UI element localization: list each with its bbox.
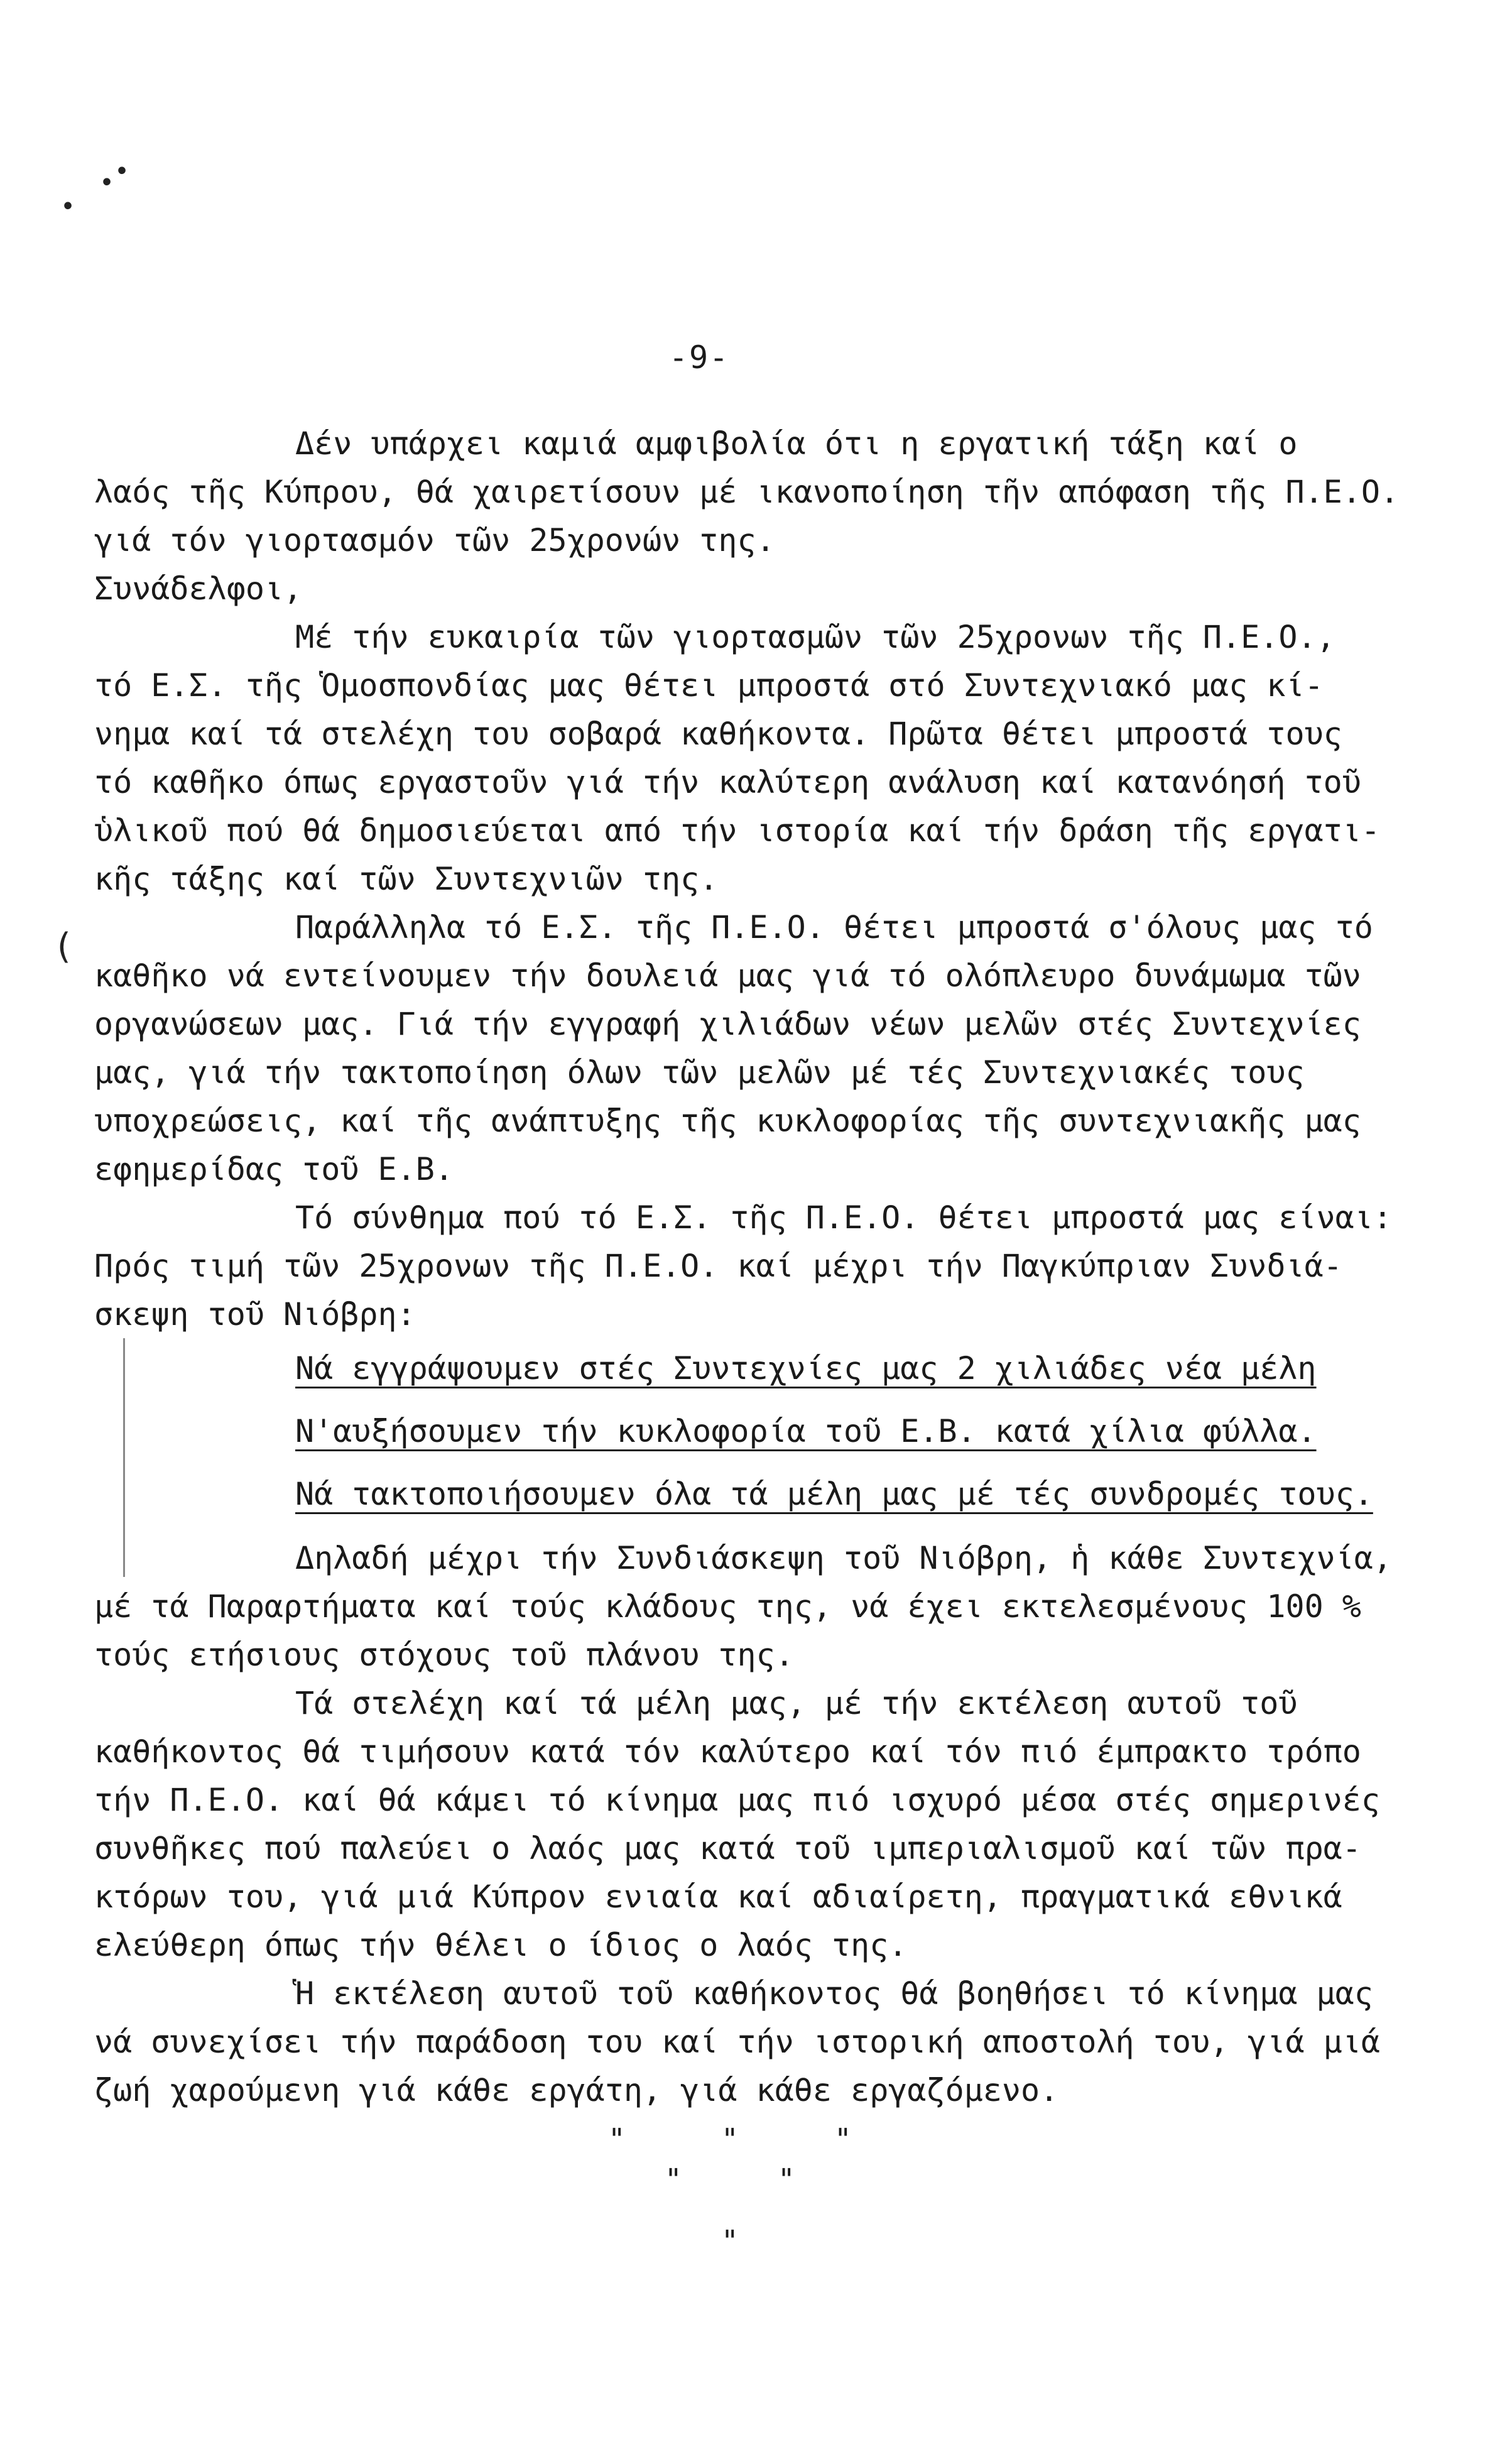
margin-dot: • <box>99 168 115 197</box>
text-line: ελεύθερη όπως τήν θέλει ο ίδιος ο λαός της. <box>94 1927 908 1963</box>
text-line: καθήκοντος θά τιμήσουν κατά τόν καλύτερο καί τόν πιό έμπρακτο τρόπο <box>94 1733 1361 1770</box>
goal-line: Νά εγγράψουμεν στές Συντεχνίες μας 2 χιλιάδες νέα μέλη <box>295 1350 1317 1387</box>
text-line: ζωή χαρούμενη γιά κάθε εργάτη, γιά κάθε εργαζόμενο. <box>94 2072 1059 2108</box>
text-line: οργανώσεων μας. Γιά τήν εγγραφή χιλιάδων νέων μελῶν στές Συντεχνίες <box>94 1006 1361 1042</box>
text-line: λαός τῆς Κύπρου, θά χαιρετίσουν μέ ικανοποίηση τῆν απόφαση τῆς Π.Ε.Ο. <box>94 474 1400 510</box>
goal-line: Ν'αυξήσουμεν τήν κυκλοφορία τοῦ Ε.Β. κατά χίλια φύλλα. <box>295 1413 1317 1449</box>
text-line: σκεψη τοῦ Νιόβρη: <box>94 1296 416 1333</box>
text-line: τό Ε.Σ. τῆς Ὁμοσπονδίας μας θέτει μπροστά στό Συντεχνιακό μας κί- <box>94 667 1324 704</box>
text-line: εφημερίδας τοῦ Ε.Β. <box>94 1151 454 1187</box>
text-line: κτόρων του, γιά μιά Κύπρον ενιαία καί αδιαίρετη, πραγματικά εθνικά <box>94 1879 1342 1915</box>
text-line: μας, γιά τήν τακτοποίηση όλων τῶν μελῶν μέ τές Συντεχνιακές τους <box>94 1054 1305 1091</box>
text-line: ὑλικοῦ πού θά δημοσιεύεται από τήν ιστορία καί τήν δράση τῆς εργατι- <box>94 812 1380 849</box>
text-line: Πρός τιμή τῶν 25χρονων τῆς Π.Ε.Ο. καί μέχρι τήν Παγκύπριαν Συνδιά- <box>94 1248 1342 1284</box>
salutation: Συνάδελφοι, <box>94 570 303 607</box>
text-line: υποχρεώσεις, καί τῆς ανάπτυξης τῆς κυκλοφορίας τῆς συντεχνιακῆς μας <box>94 1103 1361 1139</box>
ditto-mark: " <box>665 2162 682 2196</box>
text-line: Δηλαδή μέχρι τήν Συνδιάσκεψη τοῦ Νιόβρη, ἡ κάθε Συντεχνία, <box>295 1540 1392 1576</box>
text-line: τό καθῆκο όπως εργαστοῦν γιά τήν καλύτερη ανάλυση καί κατανόησή τοῦ <box>94 764 1361 800</box>
margin-rule <box>123 1338 125 1577</box>
ditto-mark: " <box>721 2224 739 2258</box>
ditto-mark: " <box>608 2122 626 2156</box>
text-line: τήν Π.Ε.Ο. καί θά κάμει τό κίνημα μας πιό ισχυρό μέσα στές σημερινές <box>94 1782 1380 1818</box>
page-number: -9- <box>668 339 730 376</box>
text-line: νημα καί τά στελέχη του σοβαρά καθήκοντα. Πρῶτα θέτει μπροστά τους <box>94 716 1342 752</box>
text-line: Τά στελέχη καί τά μέλη μας, μέ τήν εκτέλεση αυτοῦ τοῦ <box>295 1685 1298 1721</box>
text-line: μέ τά Παραρτήματα καί τούς κλάδους της, νά έχει εκτελεσμένους 100 % <box>94 1588 1361 1625</box>
text-line: Μέ τήν ευκαιρία τῶν γιορτασμῶν τῶν 25χρονων τῆς Π.Ε.Ο., <box>295 619 1335 655</box>
margin-dot: • <box>60 192 76 221</box>
text-line: Παράλληλα τό Ε.Σ. τῆς Π.Ε.Ο. θέτει μπροστά σ'όλους μας τό <box>295 909 1373 946</box>
text-line: Δέν υπάρχει καμιά αμφιβολία ότι η εργατική τάξη καί ο <box>295 425 1298 462</box>
goal-line: Νά τακτοποιήσουμεν όλα τά μέλη μας μέ τές συνδρομές τους. <box>295 1476 1373 1512</box>
text-line: Ἡ εκτέλεση αυτοῦ τοῦ καθήκοντος θά βοηθήσει τό κίνημα μας <box>295 1975 1373 2012</box>
margin-dot: • <box>114 157 130 186</box>
ditto-mark: " <box>778 2162 795 2196</box>
text-line: Τό σύνθημα πού τό Ε.Σ. τῆς Π.Ε.Ο. θέτει μπροστά μας είναι: <box>295 1199 1392 1236</box>
text-line: τούς ετήσιους στόχους τοῦ πλάνου της. <box>94 1637 794 1673</box>
text-line: κῆς τάξης καί τῶν Συντεχνιῶν της. <box>94 861 719 897</box>
text-line: νά συνεχίσει τήν παράδοση του καί τήν ιστορική αποστολή του, γιά μιά <box>94 2024 1380 2060</box>
ditto-mark: " <box>834 2122 852 2156</box>
ditto-mark: " <box>721 2122 739 2156</box>
text-line: καθῆκο νά εντείνουμεν τήν δουλειά μας γιά τό ολόπλευρο δυνάμωμα τῶν <box>94 957 1361 994</box>
text-line: συνθῆκες πού παλεύει ο λαός μας κατά τοῦ ιμπεριαλισμοῦ καί τῶν πρα- <box>94 1830 1361 1867</box>
text-line: γιά τόν γιορτασμόν τῶν 25χρονών της. <box>94 522 775 559</box>
margin-bracket: ( <box>53 926 74 967</box>
